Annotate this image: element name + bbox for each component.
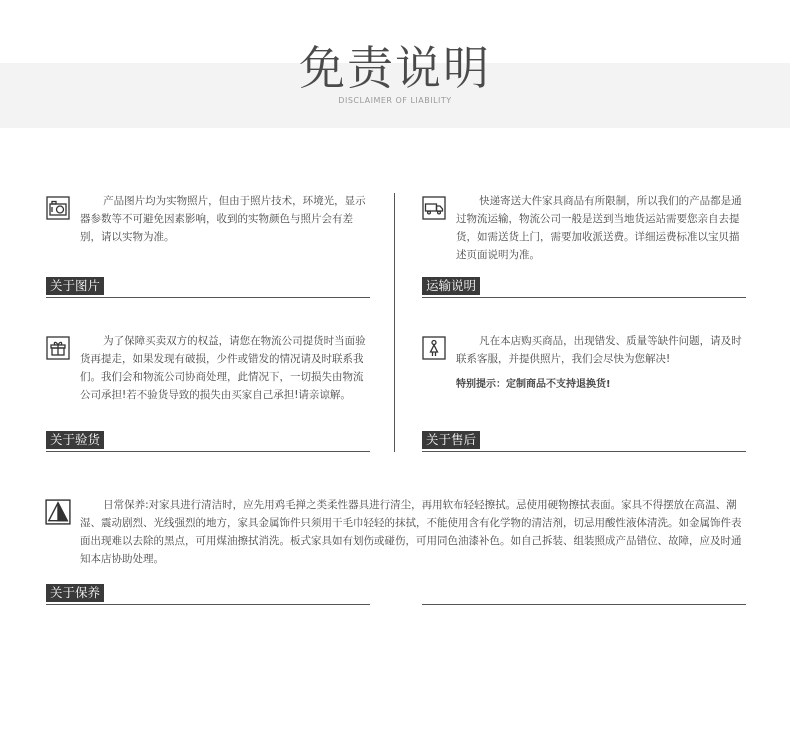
aftersales-rule (422, 451, 746, 452)
maintenance-section-label: 关于保养 (46, 584, 104, 602)
photos-text: 产品图片均为实物照片，但由于照片技术，环境光，显示器参数等不可避免因素影响，收到的实物颜色与照片会有差别，请以实物为准。 (80, 195, 366, 243)
column-divider (394, 193, 395, 452)
maintenance-text: 日常保养:对家具进行清洁时，应先用鸡毛掸之类柔性器具进行清尘，再用软布轻轻擦拭。忌使用硬物擦拭表面。家具不得摆放在高温、潮湿、震动剧烈、光线强烈的地方，家具金属饰件只须用干毛巾轻轻的抹拭，不能使用含有化学物的清洁剂，切忌用酸性液体清洗。如金属饰件表面出现难以去除的黑点，可用煤油擦拭消洗。板式家具如有划伤或碰伤，可用同色油漆补色。如自己拆装、组装照成产品错位、故障，应及时通知本店协助处理。 (80, 499, 742, 565)
photos-rule (46, 297, 370, 298)
aftersales-note: 特别提示：定制商品不支持退换货! (456, 379, 611, 390)
page-title: 免责说明 (299, 41, 491, 95)
person-icon (422, 336, 446, 360)
shipping-section-label: 运输说明 (422, 277, 480, 295)
inspection-section-label: 关于验货 (46, 431, 104, 449)
triangle-icon (45, 499, 71, 525)
maintenance-rule (46, 604, 370, 605)
photos-section-label: 关于图片 (46, 277, 104, 295)
maintenance-rule-right (422, 604, 746, 605)
shipping-text: 快递寄送大件家具商品有所限制，所以我们的产品都是通过物流运输，物流公司一般是送到当地货运站需要您亲自去提货，如需送货上门，需要加收派送费。详细运费标准以宝贝描述页面说明为准。 (456, 195, 742, 261)
camera-icon (46, 196, 70, 220)
truck-icon (422, 196, 446, 220)
inspection-text: 为了保障买卖双方的权益，请您在物流公司提货时当面验货再提走，如果发现有破损，少件或错发的情况请及时联系我们。我们会和物流公司协商处理，此情况下，一切损失由物流公司承担!若不验货导致的损失由买家自己承担!请亲谅解。 (80, 335, 366, 401)
aftersales-text: 凡在本店购买商品，出现错发、质量等缺件问题，请及时联系客服，并提供照片，我们会尽快为您解决! (456, 335, 742, 365)
page-subtitle: DISCLAIMER OF LIABILITY (338, 96, 452, 105)
aftersales-section-label: 关于售后 (422, 431, 480, 449)
inspection-rule (46, 451, 370, 452)
shipping-rule (422, 297, 746, 298)
gift-box-icon (46, 336, 70, 360)
